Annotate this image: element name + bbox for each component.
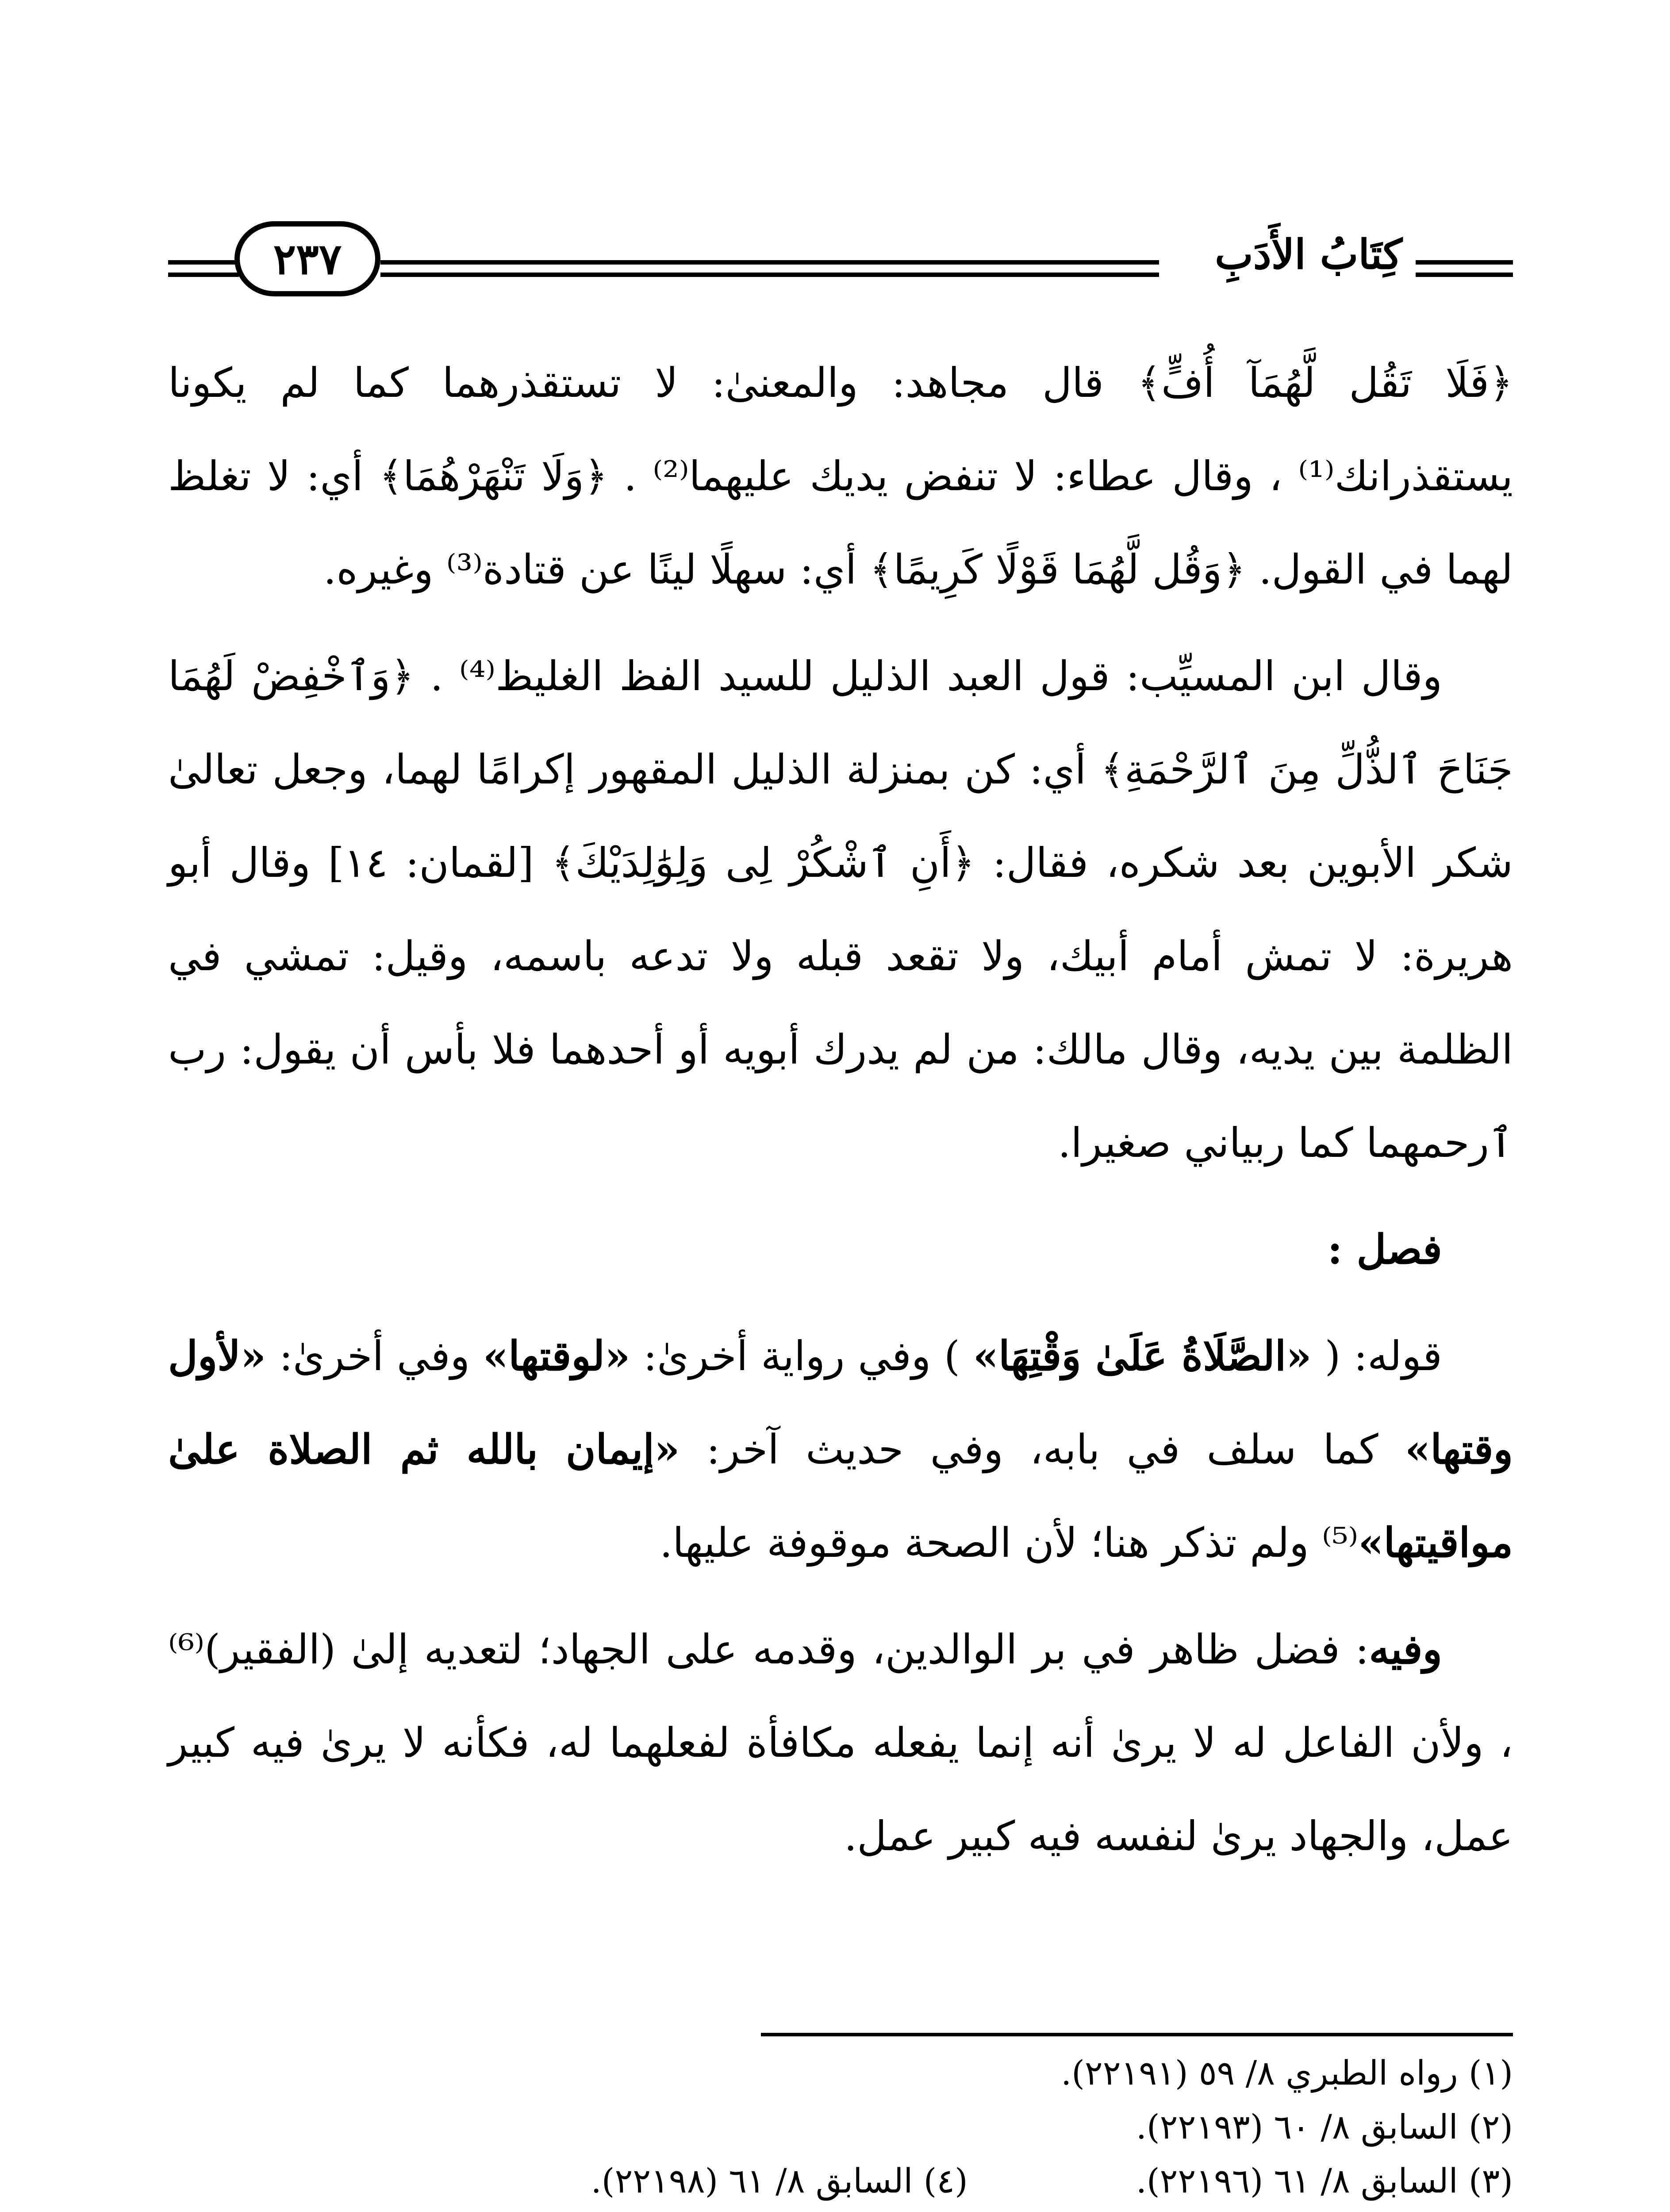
section-heading: فصل : xyxy=(1327,1225,1442,1273)
bold-term: وفيه xyxy=(1369,1625,1442,1673)
paragraph xyxy=(168,1310,1513,1590)
footnote: (١) رواه الطبري ٨/ ٥٩ (٢٢١٩١). xyxy=(1061,2053,1513,2093)
hadith-quote: «إيمان بالله ثم الصلاة علىٰ مواقيتها» xyxy=(168,1425,1513,1567)
header-rule-middle xyxy=(380,260,1159,265)
footnote-separator xyxy=(761,2033,1513,2036)
hadith-quote: «الصَّلَاةُ عَلَىٰ وَقْتِهَا» xyxy=(973,1332,1312,1380)
footnotes xyxy=(168,2046,1513,2212)
footnote: (٢) السابق ٨/ ٦٠ (٢٢١٩٣). xyxy=(1136,2107,1513,2147)
paragraph: ﴿فَلَا تَقُل لَّهُمَآ أُفٍّ﴾ قال مجاهد: والمعنىٰ: لا تستقذرهما كما لم يكونا يستقذرانك⁽¹⁾ ، وقال عطاء: لا تنفض يديك عليهما⁽²⁾ . ﴿وَلَا تَنْهَرْهُمَا﴾ أي: لا تغلظ لهما في القول. ﴿وَقُل لَّهُمَا قَوْلًا كَرِيمًا﴾ أي: سهلًا لينًا عن قتادة⁽³⁾ وغيره. xyxy=(168,359,1513,593)
running-title: كِتَابُ الأَدَبِ xyxy=(1215,230,1402,278)
paragraph: وقال ابن المسيِّب: قول العبد الذليل للسيد الفظ الغليظ⁽⁴⁾ . ﴿وَٱخْفِضْ لَهُمَا جَنَاحَ ٱلذُّلِّ مِنَ ٱلرَّحْمَةِ﴾ أي: كن بمنزلة الذليل المقهور إكرامًا لهما، وجعل تعالىٰ شكر الأبوين بعد شكره، فقال: ﴿أَنِ ٱشْكُرْ لِى وَلِوَٰلِدَيْكَ﴾ [لقمان: ١٤] وقال أبو هريرة: لا تمش أمام أبيك، ولا تقعد قبله ولا تدعه باسمه، وقيل: تمشي في الظلمة بين يديه، وقال مالك: من لم يدرك أبويه أو أحدهما فلا بأس أن يقول: رب ٱرحمهما كما ربياني صغيرا. xyxy=(168,653,1513,1167)
footnote xyxy=(168,2208,1513,2212)
header-rule-right xyxy=(1416,260,1513,265)
main-text xyxy=(168,336,1513,1896)
text-run: : فضل ظاهر في بر الوالدين، وقدمه على الجهاد؛ لتعديه إلىٰ (الفقير)⁽⁶⁾ ، ولأن الفاعل له لا يرىٰ أنه إنما يفعله مكافأة لفعلهما له، فكأنه لا يرىٰ فيه كبير عمل، والجهاد يرىٰ لنفسه فيه كبير عمل. xyxy=(168,1626,1513,1860)
footnote: (٤) السابق ٨/ ٦١ (٢٢١٩٨). xyxy=(591,2161,968,2200)
page-header xyxy=(168,208,1513,310)
header-rule-middle xyxy=(380,273,1159,277)
header-rule-left xyxy=(168,260,239,265)
text-run: كما سلف في بابه، وفي حديث آخر: xyxy=(680,1426,1405,1473)
hadith-quote: «لوقتها» xyxy=(483,1332,630,1380)
footnote: (٣) السابق ٨/ ٦١ (٢٢١٩٦). xyxy=(1136,2161,1513,2200)
text-run: ⁽⁵⁾ ولم تذكر هنا؛ لأن الصحة موقوفة عليها. xyxy=(660,1519,1359,1567)
paragraph xyxy=(168,1603,1513,1883)
text-run: وفي أخرىٰ: xyxy=(266,1333,483,1380)
footnote-row xyxy=(168,2154,1513,2208)
text-run: قوله: ( xyxy=(1311,1333,1443,1380)
page-number: ٢٣٧ xyxy=(234,221,380,296)
header-rule-right xyxy=(1416,273,1513,277)
hadith-quote: «لأول وقتها» xyxy=(168,1332,1513,1473)
header-rule-left xyxy=(168,273,239,277)
text-run: ) وفي رواية أخرىٰ: xyxy=(630,1333,973,1380)
